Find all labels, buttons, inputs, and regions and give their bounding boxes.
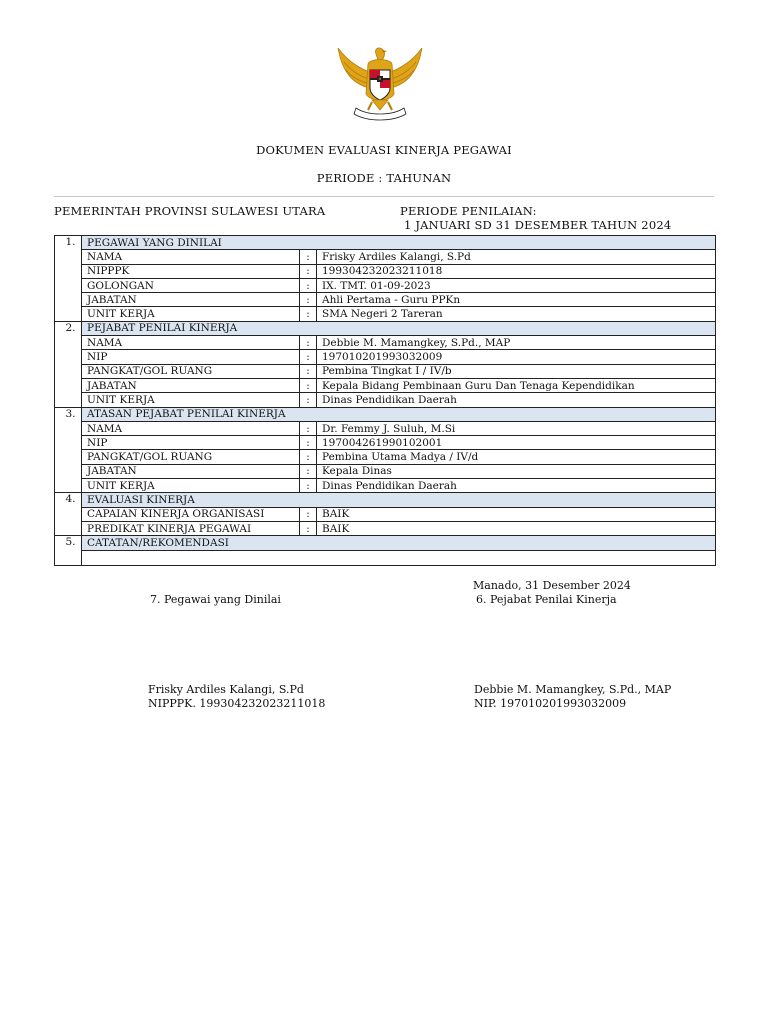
colon-separator: : (300, 421, 317, 435)
colon-separator: : (300, 278, 317, 292)
table-row (55, 364, 716, 378)
table-row (55, 421, 716, 435)
colon-separator: : (300, 464, 317, 478)
field-value: BAIK (317, 507, 716, 521)
field-value: Pembina Tingkat I / IV/b (317, 364, 716, 378)
field-label: NIPPPK (82, 264, 300, 278)
field-value: Kepala Bidang Pembinaan Guru Dan Tenaga Kependidikan (317, 378, 716, 392)
table-row (55, 393, 716, 407)
section-number: 2. (55, 321, 82, 407)
field-label: NIP (82, 436, 300, 450)
field-value: SMA Negeri 2 Tareran (317, 307, 716, 321)
field-value: Pembina Utama Madya / IV/d (317, 450, 716, 464)
section-number: 1. (55, 236, 82, 322)
colon-separator: : (300, 393, 317, 407)
left-signer-id: NIPPPK. 199304232023211018 (148, 697, 326, 710)
field-value: 197004261990102001 (317, 436, 716, 450)
government-name: PEMERINTAH PROVINSI SULAWESI UTARA (54, 204, 326, 218)
field-label: GOLONGAN (82, 278, 300, 292)
document-title: DOKUMEN EVALUASI KINERJA PEGAWAI (256, 143, 512, 157)
section-header-row (55, 536, 716, 550)
section-title: CATATAN/REKOMENDASI (82, 536, 716, 550)
field-value: Frisky Ardiles Kalangi, S.Pd (317, 250, 716, 264)
colon-separator: : (300, 264, 317, 278)
field-value: Dr. Femmy J. Suluh, M.Si (317, 421, 716, 435)
field-label: CAPAIAN KINERJA ORGANISASI (82, 507, 300, 521)
table-row (55, 293, 716, 307)
colon-separator: : (300, 507, 317, 521)
table-row (55, 479, 716, 493)
field-label: JABATAN (82, 378, 300, 392)
table-row (55, 378, 716, 392)
field-value: 199304232023211018 (317, 264, 716, 278)
table-row (55, 278, 716, 292)
notes-row (55, 550, 716, 565)
right-signer-role: 6. Pejabat Penilai Kinerja (476, 593, 617, 606)
colon-separator: : (300, 336, 317, 350)
section-header-row (55, 321, 716, 335)
table-row (55, 450, 716, 464)
section-title: EVALUASI KINERJA (82, 493, 716, 507)
table-row (55, 264, 716, 278)
field-value: BAIK (317, 521, 716, 535)
field-label: UNIT KERJA (82, 307, 300, 321)
field-label: NIP (82, 350, 300, 364)
header-divider (54, 196, 714, 197)
section-number: 3. (55, 407, 82, 493)
field-label: UNIT KERJA (82, 479, 300, 493)
field-label: JABATAN (82, 464, 300, 478)
table-row (55, 336, 716, 350)
colon-separator: : (300, 479, 317, 493)
document-period: PERIODE : TAHUNAN (316, 171, 452, 185)
colon-separator: : (300, 364, 317, 378)
field-label: PANGKAT/GOL RUANG (82, 364, 300, 378)
colon-separator: : (300, 521, 317, 535)
section-title: ATASAN PEJABAT PENILAI KINERJA (82, 407, 716, 421)
section-number: 4. (55, 493, 82, 536)
section-title: PEGAWAI YANG DINILAI (82, 236, 716, 250)
assessment-period-label: PERIODE PENILAIAN: (400, 204, 537, 218)
notes-cell (82, 550, 716, 565)
field-label: NAMA (82, 250, 300, 264)
field-label: PANGKAT/GOL RUANG (82, 450, 300, 464)
table-row (55, 464, 716, 478)
field-value: Debbie M. Mamangkey, S.Pd., MAP (317, 336, 716, 350)
colon-separator: : (300, 293, 317, 307)
field-label: PREDIKAT KINERJA PEGAWAI (82, 521, 300, 535)
table-row (55, 521, 716, 535)
field-label: JABATAN (82, 293, 300, 307)
table-row (55, 507, 716, 521)
table-row (55, 436, 716, 450)
colon-separator: : (300, 250, 317, 264)
section-number: 5. (55, 536, 82, 565)
garuda-emblem-icon (334, 44, 426, 124)
colon-separator: : (300, 307, 317, 321)
field-value: IX. TMT. 01-09-2023 (317, 278, 716, 292)
table-row (55, 250, 716, 264)
field-label: NAMA (82, 421, 300, 435)
section-title: PEJABAT PENILAI KINERJA (82, 321, 716, 335)
field-label: UNIT KERJA (82, 393, 300, 407)
colon-separator: : (300, 450, 317, 464)
evaluation-table (54, 235, 716, 566)
right-signer-id: NIP. 197010201993032009 (474, 697, 627, 710)
section-header-row (55, 407, 716, 421)
field-label: NAMA (82, 336, 300, 350)
section-header-row (55, 493, 716, 507)
left-signer-role: 7. Pegawai yang Dinilai (150, 593, 281, 606)
field-value: Kepala Dinas (317, 464, 716, 478)
table-row (55, 350, 716, 364)
left-signer-name: Frisky Ardiles Kalangi, S.Pd (148, 683, 304, 696)
section-header-row (55, 236, 716, 250)
table-row (55, 307, 716, 321)
place-date: Manado, 31 Desember 2024 (473, 579, 631, 592)
field-value: 197010201993032009 (317, 350, 716, 364)
assessment-period-value: 1 JANUARI SD 31 DESEMBER TAHUN 2024 (404, 218, 672, 232)
field-value: Ahli Pertama - Guru PPKn (317, 293, 716, 307)
field-value: Dinas Pendidikan Daerah (317, 479, 716, 493)
colon-separator: : (300, 378, 317, 392)
colon-separator: : (300, 350, 317, 364)
colon-separator: : (300, 436, 317, 450)
field-value: Dinas Pendidikan Daerah (317, 393, 716, 407)
right-signer-name: Debbie M. Mamangkey, S.Pd., MAP (474, 683, 672, 696)
